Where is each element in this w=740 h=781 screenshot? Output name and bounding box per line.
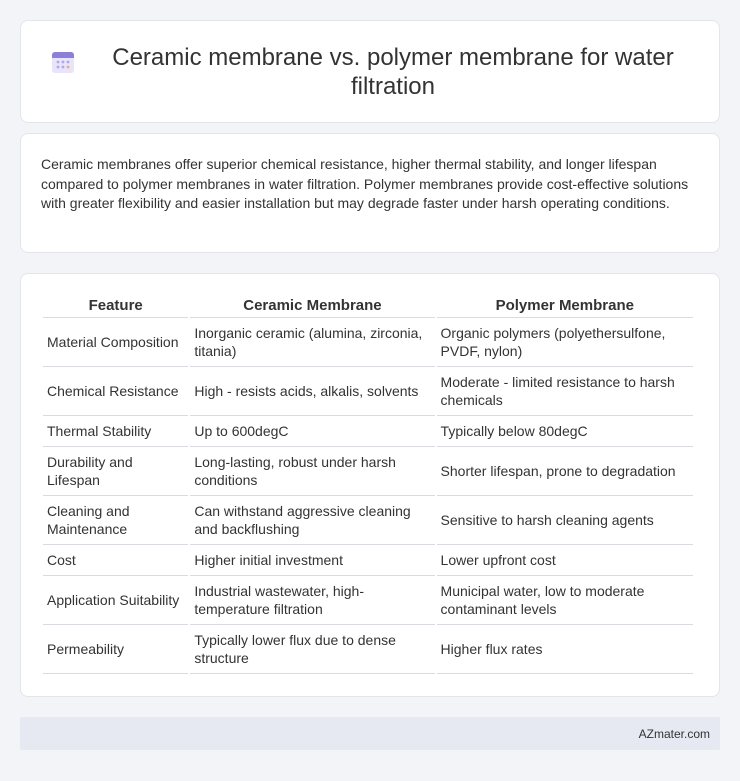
footer — [20, 717, 720, 750]
ceramic-cell: High - resists acids, alkalis, solvents — [190, 367, 434, 416]
feature-cell: Cost — [43, 545, 188, 576]
feature-cell: Permeability — [43, 625, 188, 674]
table-row — [43, 447, 693, 496]
feature-cell: Thermal Stability — [43, 416, 188, 447]
ceramic-cell: Up to 600degC — [190, 416, 434, 447]
summary-text: Ceramic membranes offer superior chemical resistance, higher thermal stability, and longer lifespan compared to polymer membranes in water filtration. Polymer membranes provide cost-effective solutions with greater flexibility and easier installation but may degrade faster under harsh operating conditions. — [41, 156, 689, 211]
calendar-grid-icon — [50, 49, 76, 75]
ceramic-cell: Long-lasting, robust under harsh conditions — [190, 447, 434, 496]
table-row — [43, 318, 693, 367]
summary-card — [20, 133, 720, 253]
feature-cell: Durability and Lifespan — [43, 447, 188, 496]
feature-cell: Material Composition — [43, 318, 188, 367]
footer-site-link[interactable]: AZmater.com — [638, 726, 710, 741]
polymer-cell: Municipal water, low to moderate contaminant levels — [437, 576, 693, 625]
table-row — [43, 496, 693, 545]
ceramic-cell: Industrial wastewater, high-temperature filtration — [190, 576, 434, 625]
polymer-cell: Higher flux rates — [437, 625, 693, 674]
header-ceramic: Ceramic Membrane — [190, 293, 434, 318]
comparison-table-card — [20, 273, 720, 697]
table-row — [43, 576, 693, 625]
feature-cell: Chemical Resistance — [43, 367, 188, 416]
ceramic-cell: Can withstand aggressive cleaning and backflushing — [190, 496, 434, 545]
table-row — [43, 416, 693, 447]
feature-cell: Application Suitability — [43, 576, 188, 625]
polymer-cell: Sensitive to harsh cleaning agents — [437, 496, 693, 545]
polymer-cell: Moderate - limited resistance to harsh chemicals — [437, 367, 693, 416]
title-wrap — [50, 43, 690, 101]
title-card — [20, 20, 720, 123]
polymer-cell: Lower upfront cost — [437, 545, 693, 576]
table-row — [43, 545, 693, 576]
ceramic-cell: Inorganic ceramic (alumina, zirconia, titania) — [190, 318, 434, 367]
header-polymer: Polymer Membrane — [437, 293, 693, 318]
table-row — [43, 625, 693, 674]
polymer-cell: Shorter lifespan, prone to degradation — [437, 447, 693, 496]
table-header-row — [43, 293, 693, 318]
polymer-cell: Typically below 80degC — [437, 416, 693, 447]
ceramic-cell: Higher initial investment — [190, 545, 434, 576]
comparison-table — [41, 293, 695, 674]
table-row — [43, 367, 693, 416]
header-feature: Feature — [43, 293, 188, 318]
ceramic-cell: Typically lower flux due to dense structure — [190, 625, 434, 674]
polymer-cell: Organic polymers (polyethersulfone, PVDF, nylon) — [437, 318, 693, 367]
page-title: Ceramic membrane vs. polymer membrane for water filtration — [112, 43, 674, 100]
feature-cell: Cleaning and Maintenance — [43, 496, 188, 545]
